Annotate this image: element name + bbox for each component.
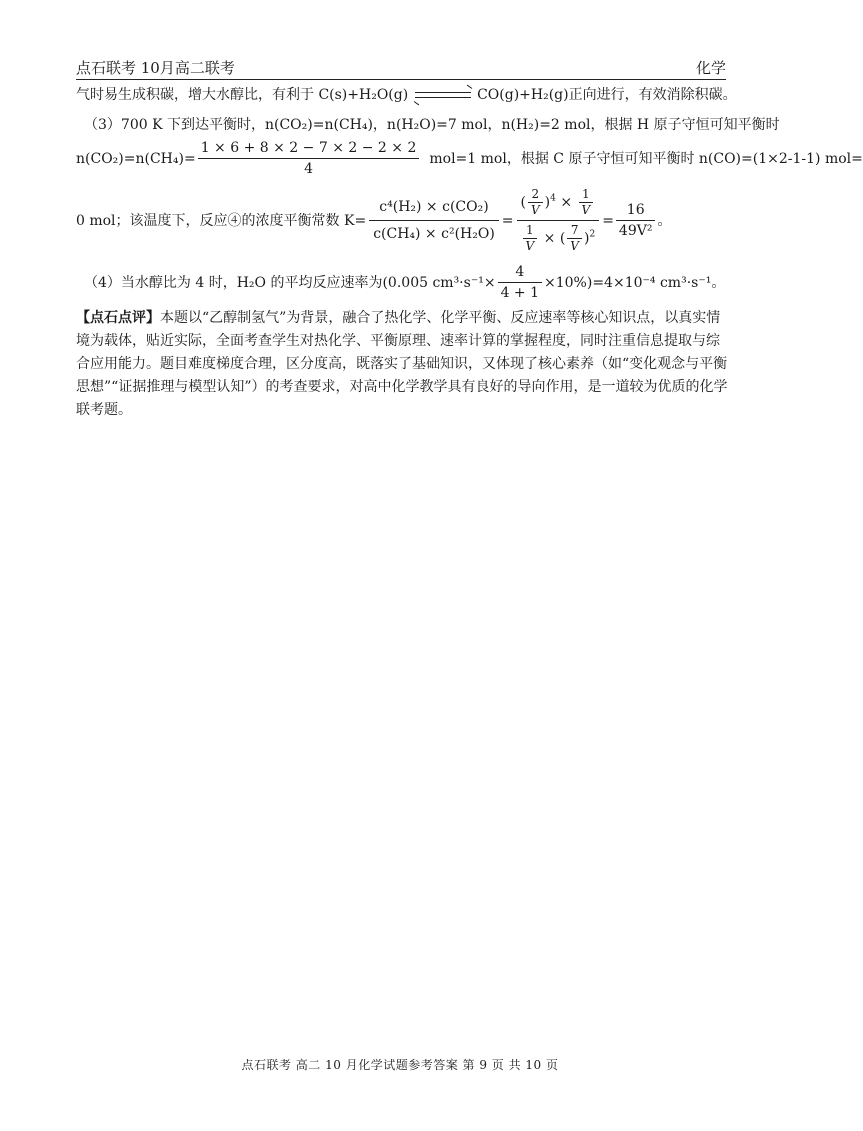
page-footer: 点石联考 高二 10 月化学试题参考答案 第 9 页 共 10 页 [241, 1058, 559, 1072]
equilibrium-line [76, 84, 737, 106]
k-result-fraction [616, 200, 656, 241]
editor-comment [76, 307, 728, 422]
reversible-arrow-icon [415, 89, 471, 101]
part3-intro: （3）700 K 下到达平衡时，n(CO₂)=n(CH₄)，n(H₂O)=7 mol，n(H₂)=2 mol，根据 H 原子守恒可知平衡时 [84, 117, 780, 133]
part4-suffix: ×10%)=4×10⁻⁴ cm³·s⁻¹。 [544, 274, 726, 291]
k-result-numerator: 16 [616, 200, 656, 221]
rate-fraction [498, 262, 542, 303]
part4-prefix: （4）当水醇比为 4 时，H₂O 的平均反应速率为(0.005 cm³·s⁻¹× [84, 274, 496, 291]
k-definition-fraction [369, 194, 499, 247]
rate-denominator: 4 + 1 [500, 285, 540, 301]
k-prefix: 0 mol；该温度下，反应④的浓度平衡常数 K= [76, 212, 367, 229]
k-period: 。 [657, 212, 672, 229]
h-balance-numerator: 1 × 6 + 8 × 2 − 7 × 2 − 2 × 2 [198, 138, 420, 159]
k-substituted-numerator: ( $\frac{2}{V}$ )$^4$ × $\frac{1}{V}$ [517, 185, 600, 221]
header-exam-title: 点石联考 10月高二联考 [76, 59, 235, 77]
rate-numerator: 4 [498, 262, 542, 283]
answer-content [76, 84, 863, 422]
k-substituted-fraction [517, 185, 600, 256]
header-subject: 化学 [695, 59, 726, 77]
comment-tag: 【点石点评】 [76, 310, 160, 326]
equilibrium-suffix: CO(g)+H₂(g)正向进行，有效消除积碳。 [477, 87, 737, 103]
equilibrium-prefix: 气时易生成积碳，增大水醇比，有利于 C(s)+H₂O(g) [76, 87, 409, 103]
h-balance-denominator: 4 [304, 161, 313, 177]
k-result-denominator: 49V² [618, 223, 653, 239]
part3-h-balance [76, 138, 863, 179]
part3-k-expression: 0 mol；该温度下，反应④的浓度平衡常数 K= $\frac{\text{c⁴(H₂) × c(CO₂)}}{\text{c(CH₄) × c²(H₂O)}}$ = ( $\frac{2}{V}$ )$^4$ × $\frac{1}{V}$ $\frac{1}{V}$ × ( $\frac{7}{V}$ )$^2$ = $\frac{16}{\text{49V²}}$ 。 [76, 185, 728, 256]
part4-rate [76, 262, 728, 303]
header-divider [76, 79, 726, 80]
k-substituted-denominator: $\frac{1}{V}$ × ( $\frac{7}{V}$ )$^2$ [517, 221, 600, 256]
part3-after-fraction: mol=1 mol，根据 C 原子守恒可知平衡时 n(CO)=(1×2-1-1) mol= [429, 150, 863, 167]
k-definition-numerator: c⁴(H₂) × c(CO₂) [369, 194, 499, 221]
page-header [76, 57, 726, 79]
h-balance-fraction [198, 138, 420, 179]
comment-text: 本题以“乙醇制氢气”为背景，融合了热化学、化学平衡、反应速率等核心知识点，以真实情境为载体，贴近实际，全面考查学生对热化学、平衡原理、速率计算的掌握程度，同时注重信息提取与综合应用能力。题目难度梯度合理，区分度高，既落实了基础知识，又体现了核心素养（如“变化观念与平衡思想”“证据推理与模型认知”）的考查要求，对高中化学教学具有良好的导向作用，是一道较为优质的化学联考题。 [76, 310, 728, 418]
part3-lhs: n(CO₂)=n(CH₄)= [76, 150, 196, 167]
k-definition-denominator: c(CH₄) × c²(H₂O) [373, 226, 495, 242]
